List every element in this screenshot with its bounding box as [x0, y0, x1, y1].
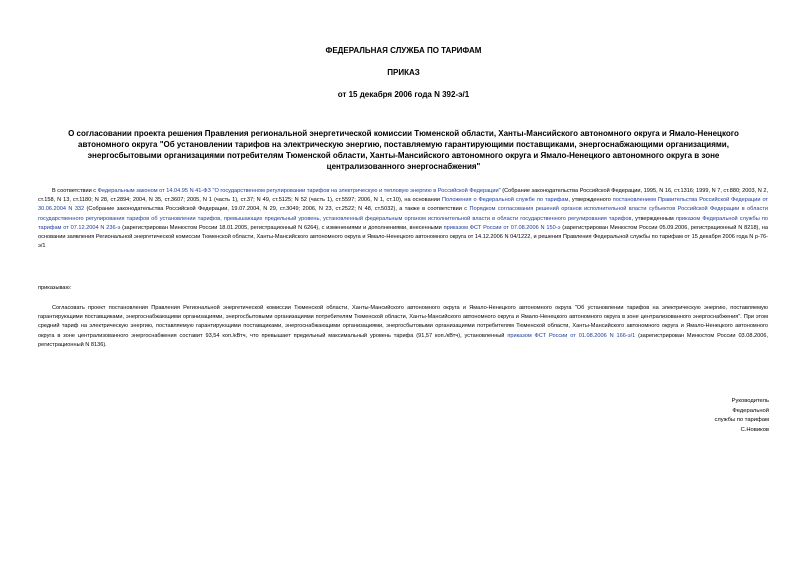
link-approval-procedure[interactable]: Порядком согласования решений органов исполнительной власти субъектов Российской Федерации в области государственного регулирования тарифов об установлении тарифов, превышающих предельный уровень, установленный федеральным органом исполнительной власти в области государственного регулирования тарифов — [38, 206, 768, 222]
link-government-decree-332[interactable]: постановлением Правительства Российской Федерации от 30.06.2004 N 332 — [38, 197, 768, 213]
signature-line-2: Федеральной — [732, 407, 769, 414]
signature-line-3: службы по тарифам — [714, 417, 769, 424]
link-federal-law-41fz[interactable]: Федеральным законом от 14.04.95 N 41-ФЗ "О государственном регулировании тарифов на электрическую и тепловую энергию в Российской Федерации" — [97, 188, 501, 194]
signature-line-4: С.Новиков — [740, 426, 769, 433]
preamble-text-1: В соответствии с — [52, 188, 98, 194]
main-paragraph — [38, 304, 768, 350]
agency-name: ФЕДЕРАЛЬНАЯ СЛУЖБА ПО ТАРИФАМ — [325, 46, 482, 55]
main-text-2: (зарегистрирован Минюстом России 03.08.2006, регистрационный N 8136). — [38, 332, 769, 348]
preamble-text-5: , утвержденным — [631, 215, 676, 222]
link-fst-regulation[interactable]: Положения о Федеральной службе по тарифам — [442, 197, 569, 204]
preamble-text-7: (зарегистрирован Минюстом России 05.09.2006, регистрационный N 8218), на основании заявления Региональной энергетической комиссии Тюменской области, Ханты-Мансийского автономного округа и Ямало-Ненецкого автономного округа от 14.12.2006 N 04/1222, и решения Правления Федеральной службы по тарифам от 15 декабря 2006 года N р-76-э/1 — [38, 224, 768, 250]
main-text-1: Согласовать проект постановления Правления Региональной энергетической комиссии Тюменской области, Ханты-Мансийского автономного округа и Ямало-Ненецкого автономного округа "Об установлении тарифов на электрическую энергию, поставляемую гарантирующими поставщиками, энергоснабжающими организациями, энергосбытовыми организациями потребителям Тюменской области, Ханты-Мансийского автономного округа и Ямало-Ненецкого автономного округа в зоне централизованного энергоснабжения". При этом средний тариф на электрическую энергию, поставляемую гарантирующими поставщиками, энергоснабжающими организациями, энергосбытовыми организациями потребителям Тюменской области, Ханты-Мансийского автономного округа и Ямало-Ненецкого автономного округа в зоне централизованного энергоснабжения составит 93,54 коп./кВтч, что превышает предельный максимальный уровень тарифа (91,57 коп./кВтч), установленный — [38, 305, 768, 339]
preamble-text-4: (Собрание законодательства Российской Федерации, 19.07.2004, N 29, ст.3049; 2006, N 23, ст.2522; N 48, ст.5032), а также в соответствии с — [84, 206, 470, 213]
signature-line-1: Руководитель — [731, 398, 769, 404]
preamble-text-2: (Собрание законодательства Российской Федерации, 1995, N 16, ст.1316; 1999, N 7, ст.880; 2003, N 2, ст.158, N 13, ст.1180; N 28, ст.2894; 2004, N 35, ст.3607; 2005, N 1 (часть 1), ст.37; N 49, ст.5125; N 52 (часть 1), ст.5597; 2006, N 1, ст.10), на основании — [38, 188, 769, 204]
orders-line — [38, 284, 768, 293]
document-title: О согласовании проекта решения Правления региональной энергетической комиссии Тюменской области, Ханты-Мансийского автономного округа и Ямало-Ненецкого автономного округа "Об установлении тарифов на электрическую энергию, поставляемую гарантирующими поставщиками, энергоснабжающими организациями, энергосбытовыми организациями потребителям Тюменской области, Ханты-Мансийского автономного округа и Ямало-Ненецкого автономного округа в зоне централизованного энергоснабжения" — [68, 129, 739, 171]
preamble-text-3: , утвержденного — [568, 197, 613, 204]
orders-word: приказываю: — [38, 285, 72, 291]
signature-block — [714, 397, 769, 435]
link-fst-order-150e[interactable]: приказом ФСТ России от 07.08.2006 N 150-э — [443, 224, 561, 231]
document-date: от 15 декабря 2006 года N 392-э/1 — [337, 90, 470, 99]
document-type: ПРИКАЗ — [387, 68, 420, 77]
preamble-text-6: (зарегистрирован Минюстом России 18.01.2005, регистрационный N 6264), с изменениями и дополнениями, внесенными — [120, 224, 444, 231]
link-fst-order-166e1[interactable]: приказом ФСТ России от 01.08.2006 N 166-э/1 — [507, 332, 636, 339]
link-fst-order-236e[interactable]: приказом Федеральной службы по тарифам от 07.12.2004 N 236-э — [38, 215, 768, 231]
preamble-paragraph — [38, 187, 768, 251]
